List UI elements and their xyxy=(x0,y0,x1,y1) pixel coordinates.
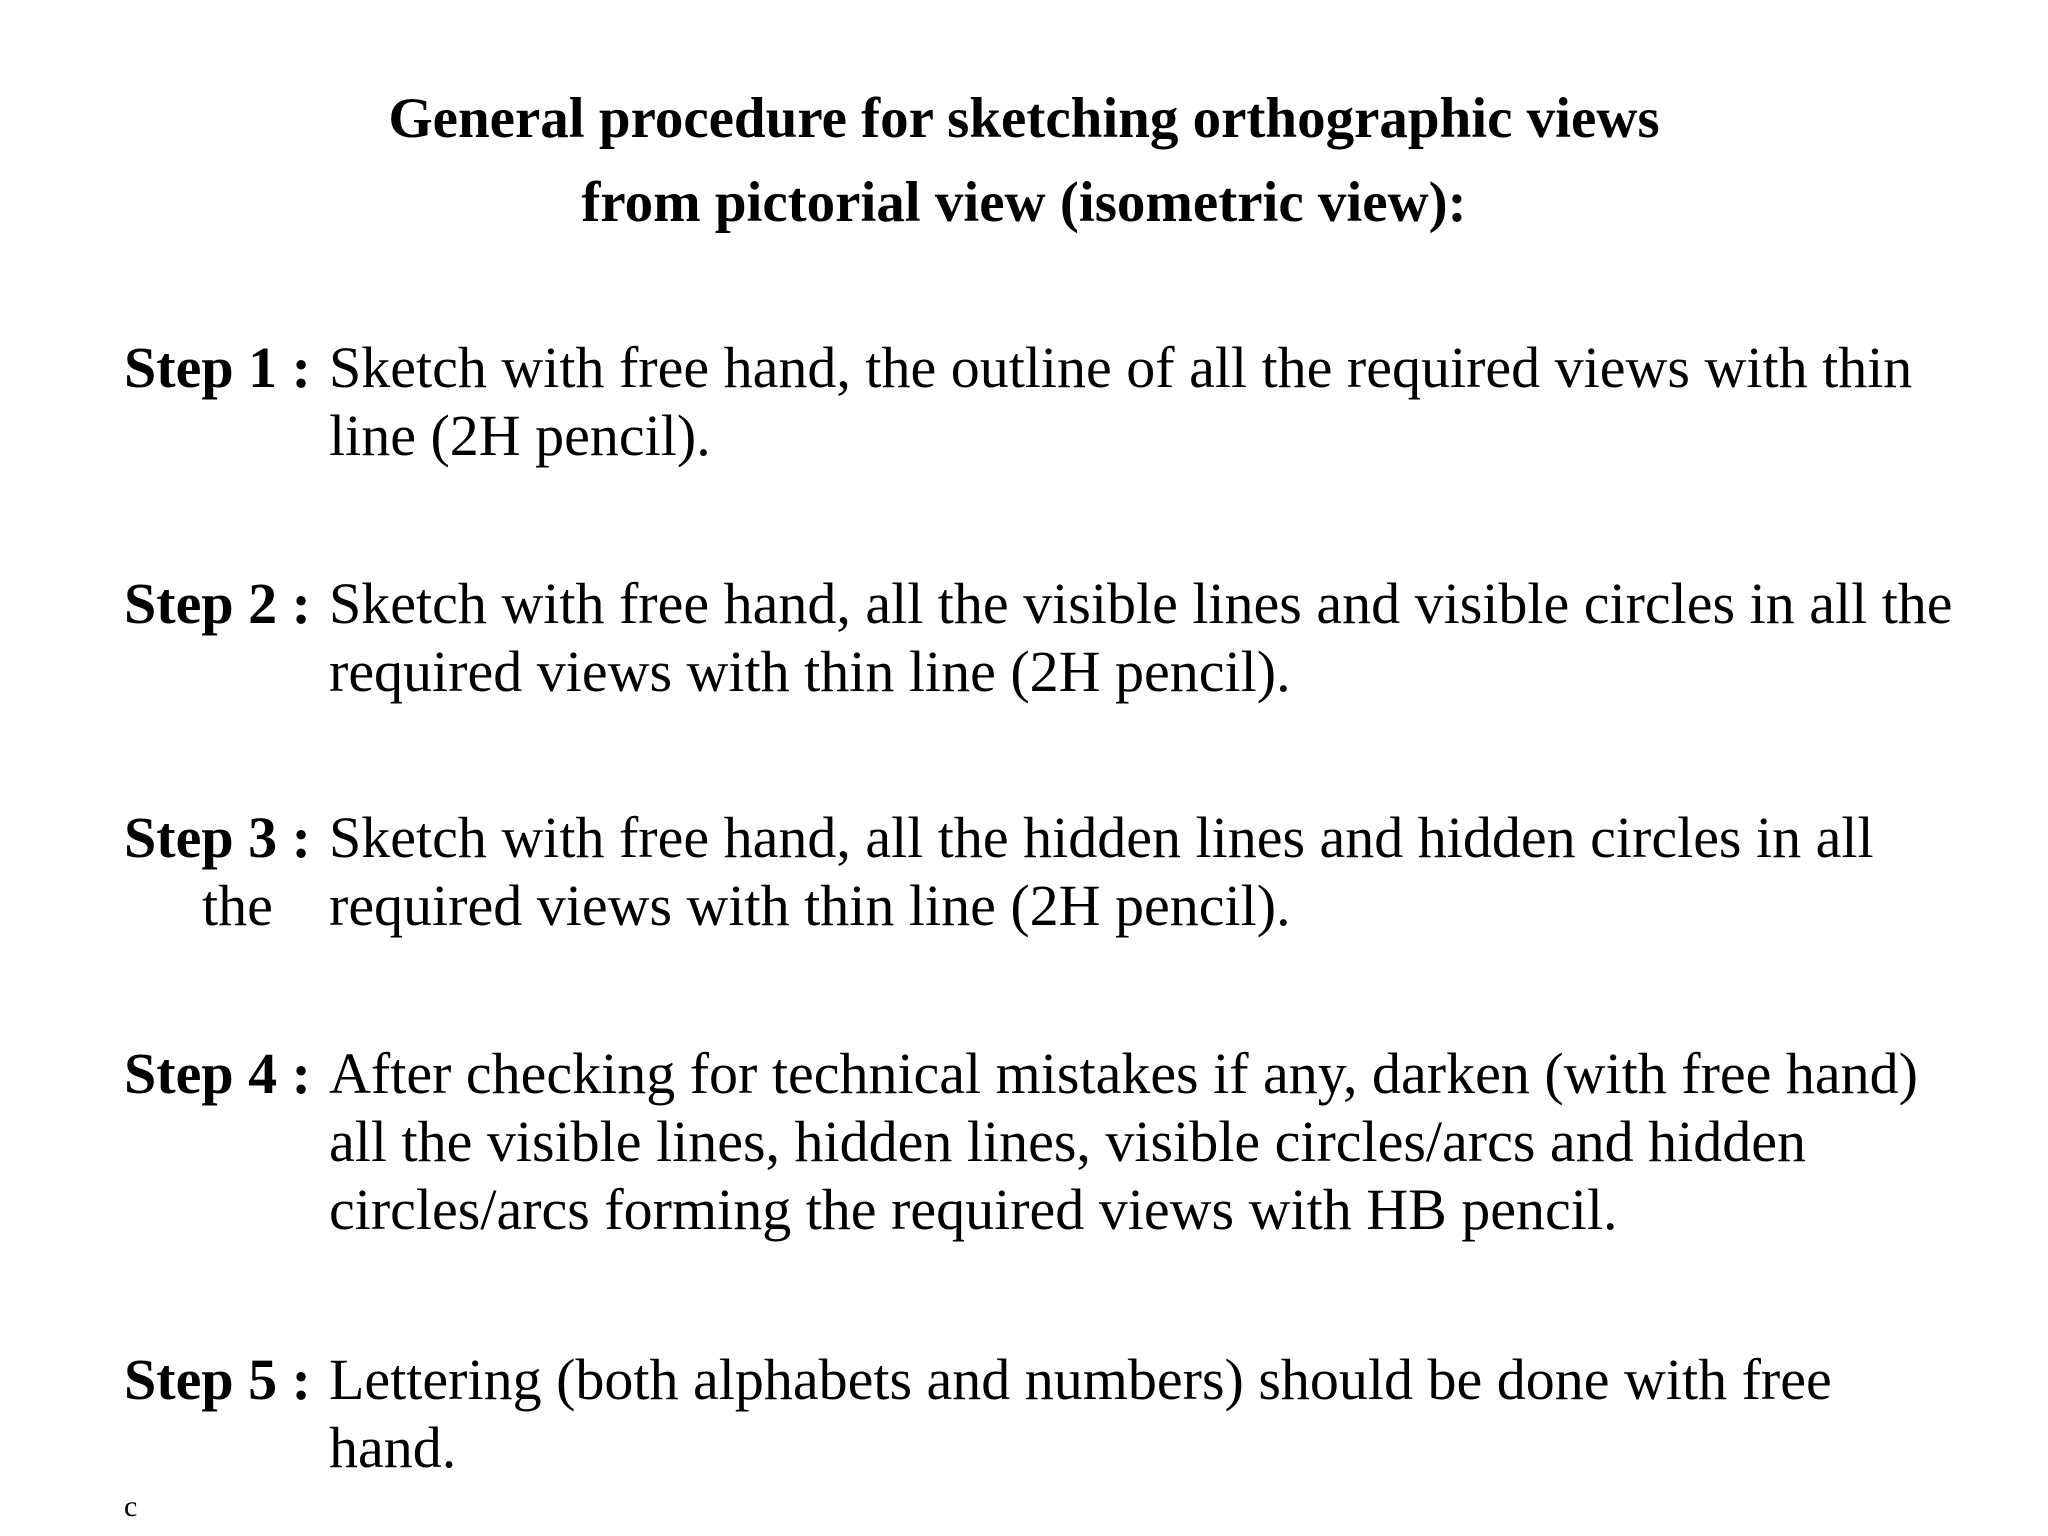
step-4-label: Step 4 : xyxy=(124,1041,311,1106)
footer-mark: c xyxy=(124,1490,138,1523)
step-1-label: Step 1 : xyxy=(124,335,311,400)
step-5-text: Lettering (both alphabets and numbers) should be done with free hand. xyxy=(329,1347,1832,1480)
step-3-label: Step 3 : xyxy=(124,805,311,870)
page-title-line-2: from pictorial view (isometric view): xyxy=(581,171,1467,234)
step-5-label: Step 5 : xyxy=(124,1347,311,1412)
step-3-stray-word: the xyxy=(202,873,273,938)
step-1-text: Sketch with free hand, the outline of all the required views with thin line (2H pencil). xyxy=(329,335,1913,468)
step-4-text: After checking for technical mistakes if any, darken (with free hand) all the visible lines, hidden lines, visible circles/arcs and hidden circles/arcs forming the required views with HB pencil. xyxy=(329,1041,1918,1242)
step-2-text: Sketch with free hand, all the visible lines and visible circles in all the required views with thin line (2H pencil). xyxy=(329,571,1953,704)
page-title-line-1: General procedure for sketching orthographic views xyxy=(388,87,1660,150)
step-2-label: Step 2 : xyxy=(124,571,311,636)
step-3-text: Sketch with free hand, all the hidden lines and hidden circles in all required views with thin line (2H pencil). xyxy=(329,805,1874,938)
